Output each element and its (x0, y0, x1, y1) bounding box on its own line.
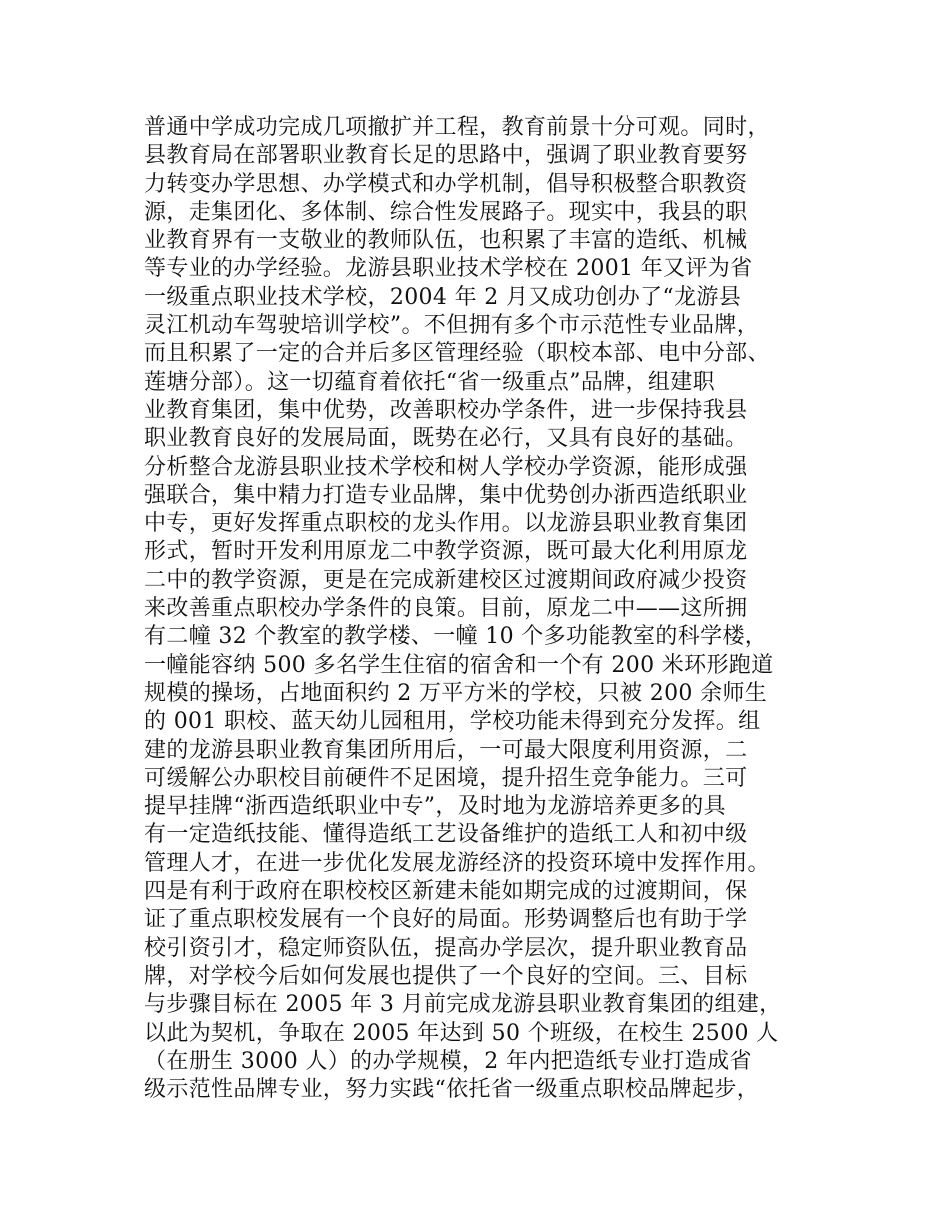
text-line: 管理人才，在进一步优化发展龙游经济的投资环境中发挥作用。 (144, 850, 770, 876)
text-line: 级示范性品牌专业，努力实践“依托省一级重点职校品牌起步， (144, 1077, 760, 1103)
text-line: 等专业的办学经验。龙游县职业技术学校在 2001 年又评为省 (144, 256, 753, 282)
text-line: 职业教育良好的发展局面，既势在必行，又具有良好的基础。 (144, 426, 748, 452)
text-line: 源，走集团化、多体制、综合性发展路子。现实中，我县的职 (144, 199, 748, 225)
text-line: 强联合，集中精力打造专业品牌，集中优势创办浙西造纸职业 (144, 482, 748, 508)
text-line: 的 001 职校、蓝天幼儿园租用，学校功能未得到充分发挥。组 (144, 709, 761, 735)
text-line: 可缓解公办职校目前硬件不足困境，提升招生竞争能力。三可 (144, 765, 748, 791)
body-text (144, 114, 844, 1104)
text-line: 而且积累了一定的合并后多区管理经验（职校本部、电中分部、 (144, 341, 770, 367)
text-line: 业教育集团，集中优势，改善职校办学条件，进一步保持我县 (144, 397, 748, 423)
text-line: 一级重点职业技术学校，2004 年 2 月又成功创办了“龙游县 (144, 284, 742, 310)
text-line: 灵江机动车驾驶培训学校”。不但拥有多个市示范性专业品牌， (144, 313, 760, 339)
text-line: 中专，更好发挥重点职校的龙头作用。以龙游县职业教育集团 (144, 511, 748, 537)
text-line: 提早挂牌“浙西造纸职业中专”，及时地为龙游培养更多的具 (144, 794, 726, 820)
text-line: 力转变办学思想、办学模式和办学机制，倡导积极整合职教资 (144, 171, 748, 197)
text-line: 牌，对学校今后如何发展也提供了一个良好的空间。三、目标 (144, 963, 748, 989)
text-line: 有一定造纸技能、懂得造纸工艺设备维护的造纸工人和初中级 (144, 822, 748, 848)
text-line: 县教育局在部署职业教育长足的思路中，强调了职业教育要努 (144, 143, 748, 169)
text-line: （在册生 3000 人）的办学规模，2 年内把造纸专业打造成省 (144, 1048, 752, 1074)
text-line: 莲塘分部）。这一切蕴育着依托“省一级重点”品牌，组建职 (144, 369, 715, 395)
text-line: 分析整合龙游县职业技术学校和树人学校办学资源，能形成强 (144, 454, 748, 480)
text-line: 证了重点职校发展有一个良好的局面。形势调整后也有助于学 (144, 907, 748, 933)
text-line: 规模的操场，占地面积约 2 万平方米的学校，只被 200 余师生 (144, 680, 768, 706)
text-line: 业教育界有一支敬业的教师队伍，也积累了丰富的造纸、机械 (144, 228, 748, 254)
text-line: 普通中学成功完成几项撤扩并工程，教育前景十分可观。同时， (144, 115, 770, 140)
text-line: 建的龙游县职业教育集团所用后，一可最大限度利用资源，二 (144, 737, 748, 763)
text-line: 来改善重点职校办学条件的良策。目前，原龙二中——这所拥 (144, 596, 748, 622)
text-line: 二中的教学资源，更是在完成新建校区过渡期间政府减少投资 (144, 567, 748, 593)
text-line: 校引资引才，稳定师资队伍，提高办学层次，提升职业教育品 (144, 935, 748, 961)
text-line: 四是有利于政府在职校校区新建未能如期完成的过渡期间，保 (144, 879, 748, 905)
text-line: 有二幢 32 个教室的教学楼、一幢 10 个多功能教室的科学楼， (144, 624, 768, 650)
text-line: 与步骤目标在 2005 年 3 月前完成龙游县职业教育集团的组建， (144, 992, 782, 1018)
text-line: 一幢能容纳 500 多名学生住宿的宿舍和一个有 200 米环形跑道 (144, 652, 774, 678)
text-line: 以此为契机，争取在 2005 年达到 50 个班级，在校生 2500 人 (144, 1020, 779, 1046)
text-line: 形式，暂时开发利用原龙二中教学资源，既可最大化利用原龙 (144, 539, 748, 565)
